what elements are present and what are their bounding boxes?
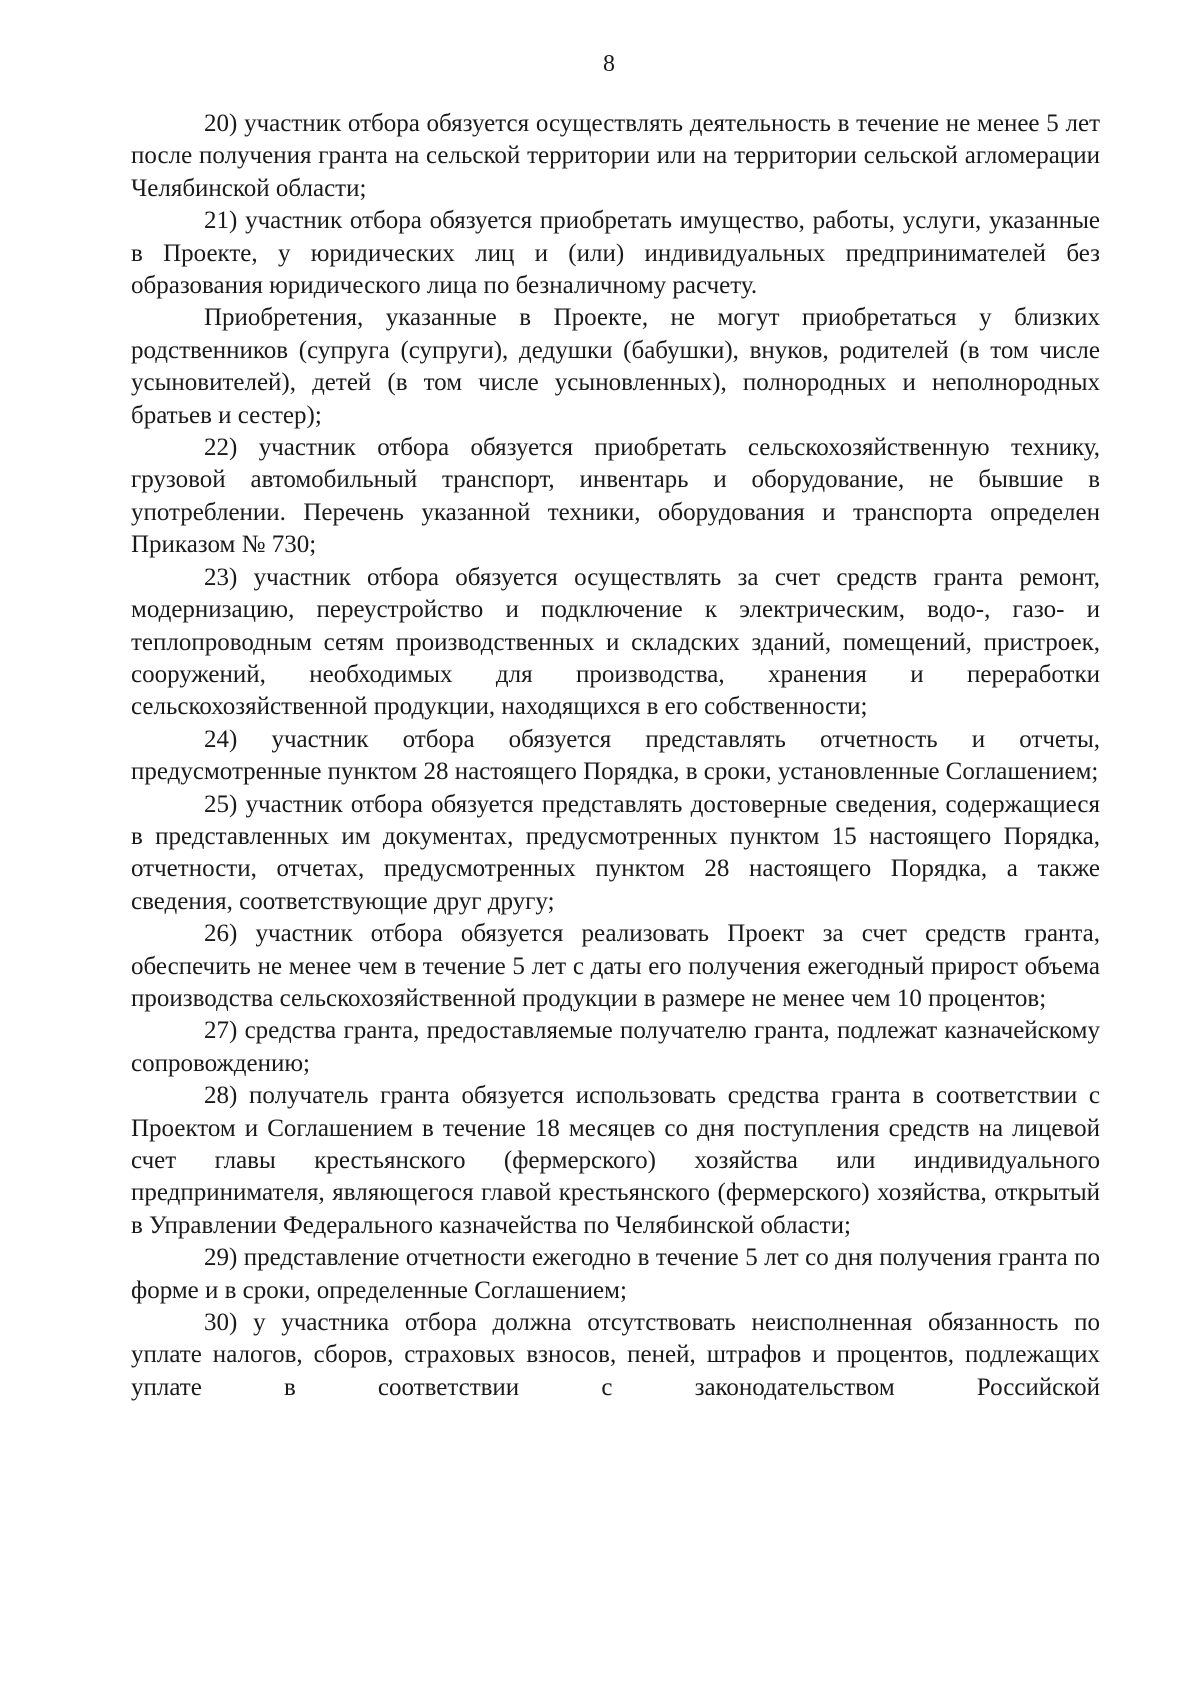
paragraph-item-29: 29) представление отчетности ежегодно в течение 5 лет со дня получения гранта по форме и в сроки, определенные Соглашением; — [131, 1244, 1100, 1304]
paragraph-item-28: 28) получатель гранта обязуется использовать средства гранта в соответствии с Проектом и Соглашением в течение 18 месяцев со дня поступления средств на лицевой счет главы крестьянского (фермерского) хозяйства или индивидуального предпринимателя, являющегося главой крестьянского (фермерского) хозяйства, открытый в Управлении Федерального казначейства по Челябинской области; — [131, 1082, 1100, 1239]
paragraph-item-27: 27) средства гранта, предоставляемые получателю гранта, подлежат казначейскому сопровождению; — [131, 1017, 1100, 1077]
document-body — [131, 108, 1100, 1404]
paragraph-item-24: 24) участник отбора обязуется представлять отчетность и отчеты, предусмотренные пунктом 28 настоящего Порядка, в сроки, установленные Соглашением; — [131, 725, 1100, 786]
paragraph-item-21-note: Приобретения, указанные в Проекте, не могут приобретаться у близких родственников (супруга (супруги), дедушки (бабушки), внуков, родителей (в том числе усыновителей), детей (в том числе усыновленных), полнородных и неполнородных братьев и сестер); — [131, 304, 1100, 429]
page-number: 8 — [603, 51, 615, 77]
paragraph-item-25: 25) участник отбора обязуется представлять достоверные сведения, содержащиеся в представленных им документах, предусмотренных пунктом 15 настоящего Порядка, отчетности, отчетах, предусмотренных пунктом 28 настоящего Порядка, а также сведения, соответствующие друг другу; — [131, 790, 1100, 915]
paragraph-item-22: 22) участник отбора обязуется приобретать сельскохозяйственную технику, грузовой автомобильный транспорт, инвентарь и оборудование, не бывшие в употреблении. Перечень указанной техники, оборудования и транспорта определен Приказом № 730; — [131, 434, 1100, 559]
paragraph-item-23: 23) участник отбора обязуется осуществлять за счет средств гранта ремонт, модернизацию, переустройство и подключение к электрическим, водо-, газо- и теплопроводным сетям производственных и складских зданий, помещений, пристроек, сооружений, необходимых для производства, хранения и переработки сельскохозяйственной продукции, находящихся в его собственности; — [131, 563, 1100, 721]
paragraph-item-21: 21) участник отбора обязуется приобретать имущество, работы, услуги, указанные в Проекте, у юридических лиц и (или) индивидуальных предпринимателей без образования юридического лица по безналичному расчету. — [131, 207, 1100, 300]
paragraph-item-30: 30) у участника отбора должна отсутствовать неисполненная обязанность по уплате налогов, сборов, страховых взносов, пеней, штрафов и процентов, подлежащих уплате в соответствии с законодательством Российской — [131, 1309, 1100, 1401]
paragraph-item-26: 26) участник отбора обязуется реализовать Проект за счет средств гранта, обеспечить не менее чем в течение 5 лет с даты его получения ежегодный прирост объема производства сельскохозяйственной продукции в размере не менее чем 10 процентов; — [131, 920, 1100, 1012]
paragraph-item-20: 20) участник отбора обязуется осуществлять деятельность в течение не менее 5 лет после получения гранта на сельской территории или на территории сельской агломерации Челябинской области; — [131, 110, 1100, 202]
